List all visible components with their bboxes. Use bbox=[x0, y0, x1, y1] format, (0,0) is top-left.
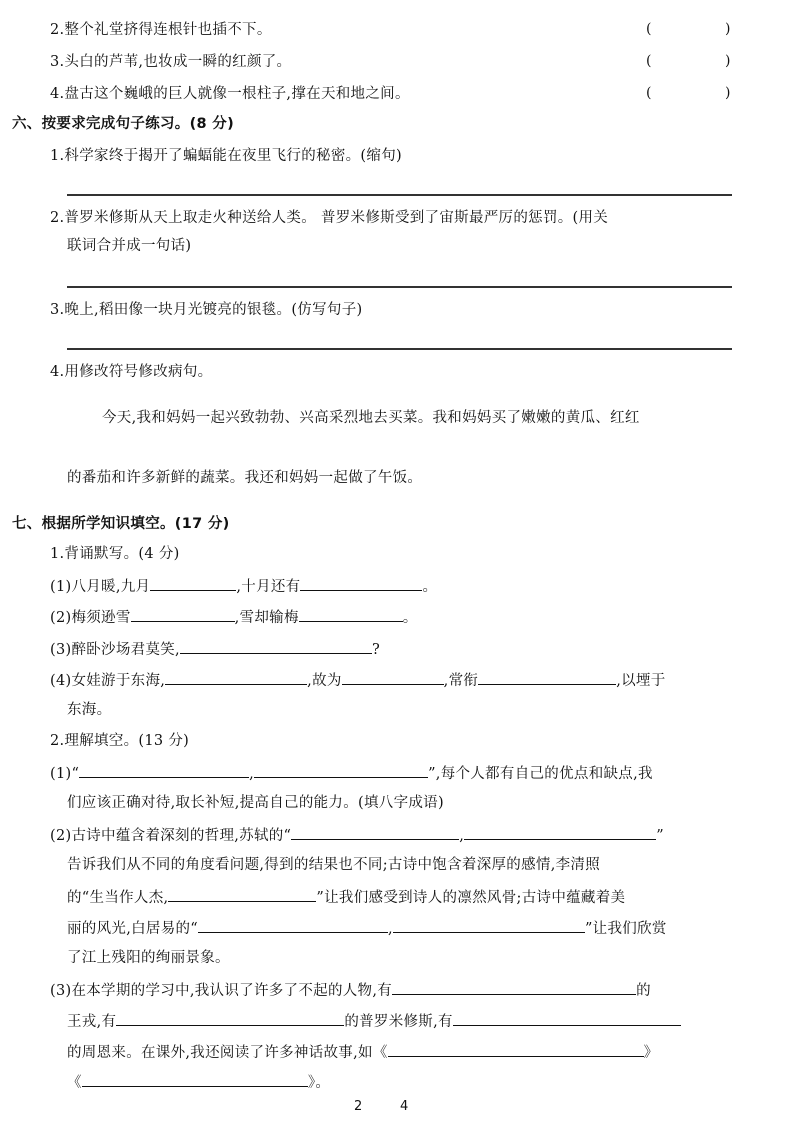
q7-2-3-line4 bbox=[67, 1071, 330, 1093]
q7-1-1-text-c: 。 bbox=[422, 579, 438, 595]
fill-blank[interactable] bbox=[342, 669, 444, 685]
answer-paren-open: ( bbox=[646, 85, 652, 101]
q7-2-3-line3 bbox=[67, 1041, 658, 1063]
answer-paren-close: ) bbox=[725, 53, 731, 69]
q7-2-1 bbox=[50, 762, 653, 784]
q6-2-line2: 联词合并成一句话) bbox=[67, 238, 192, 254]
fill-blank[interactable] bbox=[388, 1041, 644, 1057]
q6-2-line1: 2.普罗米修斯从天上取走火种送给人类。 普罗米修斯受到了宙斯最严厉的惩罚。(用关 bbox=[50, 210, 609, 226]
q7-2-1-text-c: ”,每个人都有自己的优点和缺点,我 bbox=[428, 766, 653, 782]
q7-1-2 bbox=[50, 606, 418, 628]
q7-2-2-text-i: ”让我们欣赏 bbox=[584, 921, 667, 937]
judge-item-3: 3.头白的芦苇,也妆成一瞬的红颜了。 bbox=[50, 54, 292, 70]
q7-1-1-text-b: ,十月还有 bbox=[236, 579, 301, 595]
q7-1-2-text-a: (2)梅须逊雪 bbox=[50, 610, 131, 626]
answer-paren-close: ) bbox=[725, 21, 731, 37]
q7-2-title: 2.理解填空。(13 分) bbox=[50, 733, 190, 749]
fill-blank[interactable] bbox=[165, 669, 307, 685]
q7-2-3-text-b: 的 bbox=[636, 983, 651, 999]
q7-2-3-text-c: 王戎,有 bbox=[67, 1014, 117, 1030]
q7-1-4-text-c: ,常衔 bbox=[443, 673, 479, 689]
fill-blank[interactable] bbox=[198, 917, 388, 933]
q7-2-1-text-a: (1)“ bbox=[50, 766, 80, 782]
q7-2-2-text-f: ”让我们感受到诗人的凛然风骨;古诗中蕴藏着美 bbox=[316, 890, 626, 906]
q7-2-3 bbox=[50, 979, 651, 1001]
q7-1-1 bbox=[50, 575, 437, 597]
section-7-title: 七、根据所学知识填空。(17 分) bbox=[12, 516, 230, 532]
q7-1-4-text-d: ,以堙于 bbox=[616, 673, 666, 689]
q7-2-2-text-c: ” bbox=[656, 828, 664, 844]
q7-2-2-text-g: 丽的风光,白居易的“ bbox=[67, 921, 199, 937]
q7-2-3-text-g: 《 bbox=[67, 1075, 82, 1091]
q7-1-4-cont: 东海。 bbox=[67, 702, 112, 718]
q7-1-4-text-b: ,故为 bbox=[307, 673, 342, 689]
judge-item-2: 2.整个礼堂挤得连根针也插不下。 bbox=[50, 22, 272, 38]
fill-blank[interactable] bbox=[180, 638, 372, 654]
fill-blank[interactable] bbox=[478, 669, 616, 685]
q7-2-2-text-h: , bbox=[388, 921, 393, 937]
q6-4: 4.用修改符号修改病句。 bbox=[50, 364, 213, 380]
q7-2-3-text-d: 的普罗米修斯,有 bbox=[344, 1014, 453, 1030]
fill-blank[interactable] bbox=[82, 1071, 308, 1087]
q7-2-2-text-a: (2)古诗中蕴含着深刻的哲理,苏轼的“ bbox=[50, 828, 292, 844]
fill-blank[interactable] bbox=[299, 606, 403, 622]
q7-2-3-text-f: 》 bbox=[643, 1045, 659, 1061]
q7-1-3-text-b: ? bbox=[371, 642, 381, 658]
fill-blank[interactable] bbox=[116, 1010, 344, 1026]
q7-2-3-text-e: 的周恩来。在课外,我还阅读了许多神话故事,如《 bbox=[67, 1045, 388, 1061]
answer-paren-open: ( bbox=[646, 21, 652, 37]
q7-1-4-text-a: (4)女娃游于东海, bbox=[50, 673, 166, 689]
fill-blank[interactable] bbox=[150, 575, 236, 591]
q7-1-2-text-c: 。 bbox=[402, 610, 418, 626]
q7-1-3-text-a: (3)醉卧沙场君莫笑, bbox=[50, 642, 180, 658]
q7-2-2-line2: 告诉我们从不同的角度看问题,得到的结果也不同;古诗中饱含着深厚的感情,李清照 bbox=[67, 857, 600, 873]
q7-2-3-text-a: (3)在本学期的学习中,我认识了许多了不起的人物,有 bbox=[50, 983, 393, 999]
section-6-title: 六、按要求完成句子练习。(8 分) bbox=[12, 116, 234, 132]
fill-blank[interactable] bbox=[168, 886, 316, 902]
q7-1-title: 1.背诵默写。(4 分) bbox=[50, 546, 180, 562]
q7-1-1-text-a: (1)八月暖,九月 bbox=[50, 579, 151, 595]
answer-line[interactable] bbox=[67, 348, 732, 350]
fill-blank[interactable] bbox=[453, 1010, 681, 1026]
q7-2-2-line5: 了江上残阳的绚丽景象。 bbox=[67, 950, 230, 966]
fill-blank[interactable] bbox=[79, 762, 249, 778]
answer-paren-open: ( bbox=[646, 53, 652, 69]
q6-3: 3.晚上,稻田像一块月光镀亮的银毯。(仿写句子) bbox=[50, 302, 363, 318]
q7-2-3-line2 bbox=[67, 1010, 681, 1032]
fill-blank[interactable] bbox=[254, 762, 428, 778]
page-number-left: 2 bbox=[354, 1099, 363, 1114]
page-number-right: 4 bbox=[400, 1099, 409, 1114]
fill-blank[interactable] bbox=[464, 824, 656, 840]
q6-4-paragraph-1: 今天,我和妈妈一起兴致勃勃、兴高采烈地去买菜。我和妈妈买了嫩嫩的黄瓜、红红 bbox=[102, 410, 640, 426]
q7-1-4 bbox=[50, 669, 666, 691]
q7-2-2-text-b: , bbox=[459, 828, 465, 844]
q7-2-1-text-b: , bbox=[249, 766, 255, 782]
q7-2-2-line4 bbox=[67, 917, 667, 939]
q6-4-paragraph-2: 的番茄和许多新鲜的蔬菜。我还和妈妈一起做了午饭。 bbox=[67, 470, 423, 486]
q7-1-2-text-b: ,雪却输梅 bbox=[234, 610, 299, 626]
q7-2-2 bbox=[50, 824, 664, 846]
answer-paren-close: ) bbox=[725, 85, 731, 101]
q7-2-3-text-h: 》。 bbox=[307, 1075, 331, 1091]
q7-2-2-line3 bbox=[67, 886, 625, 908]
answer-line[interactable] bbox=[67, 286, 732, 288]
q7-1-3 bbox=[50, 638, 380, 660]
answer-line[interactable] bbox=[67, 194, 732, 196]
fill-blank[interactable] bbox=[392, 979, 636, 995]
q6-1: 1.科学家终于揭开了蝙蝠能在夜里飞行的秘密。(缩句) bbox=[50, 148, 402, 164]
fill-blank[interactable] bbox=[393, 917, 585, 933]
q7-2-2-text-e: 的“生当作人杰, bbox=[67, 890, 169, 906]
fill-blank[interactable] bbox=[300, 575, 422, 591]
q7-2-1-cont: 们应该正确对待,取长补短,提高自己的能力。(填八字成语) bbox=[67, 795, 444, 811]
fill-blank[interactable] bbox=[291, 824, 459, 840]
fill-blank[interactable] bbox=[131, 606, 235, 622]
judge-item-4: 4.盘古这个巍峨的巨人就像一根柱子,撑在天和地之间。 bbox=[50, 86, 410, 102]
